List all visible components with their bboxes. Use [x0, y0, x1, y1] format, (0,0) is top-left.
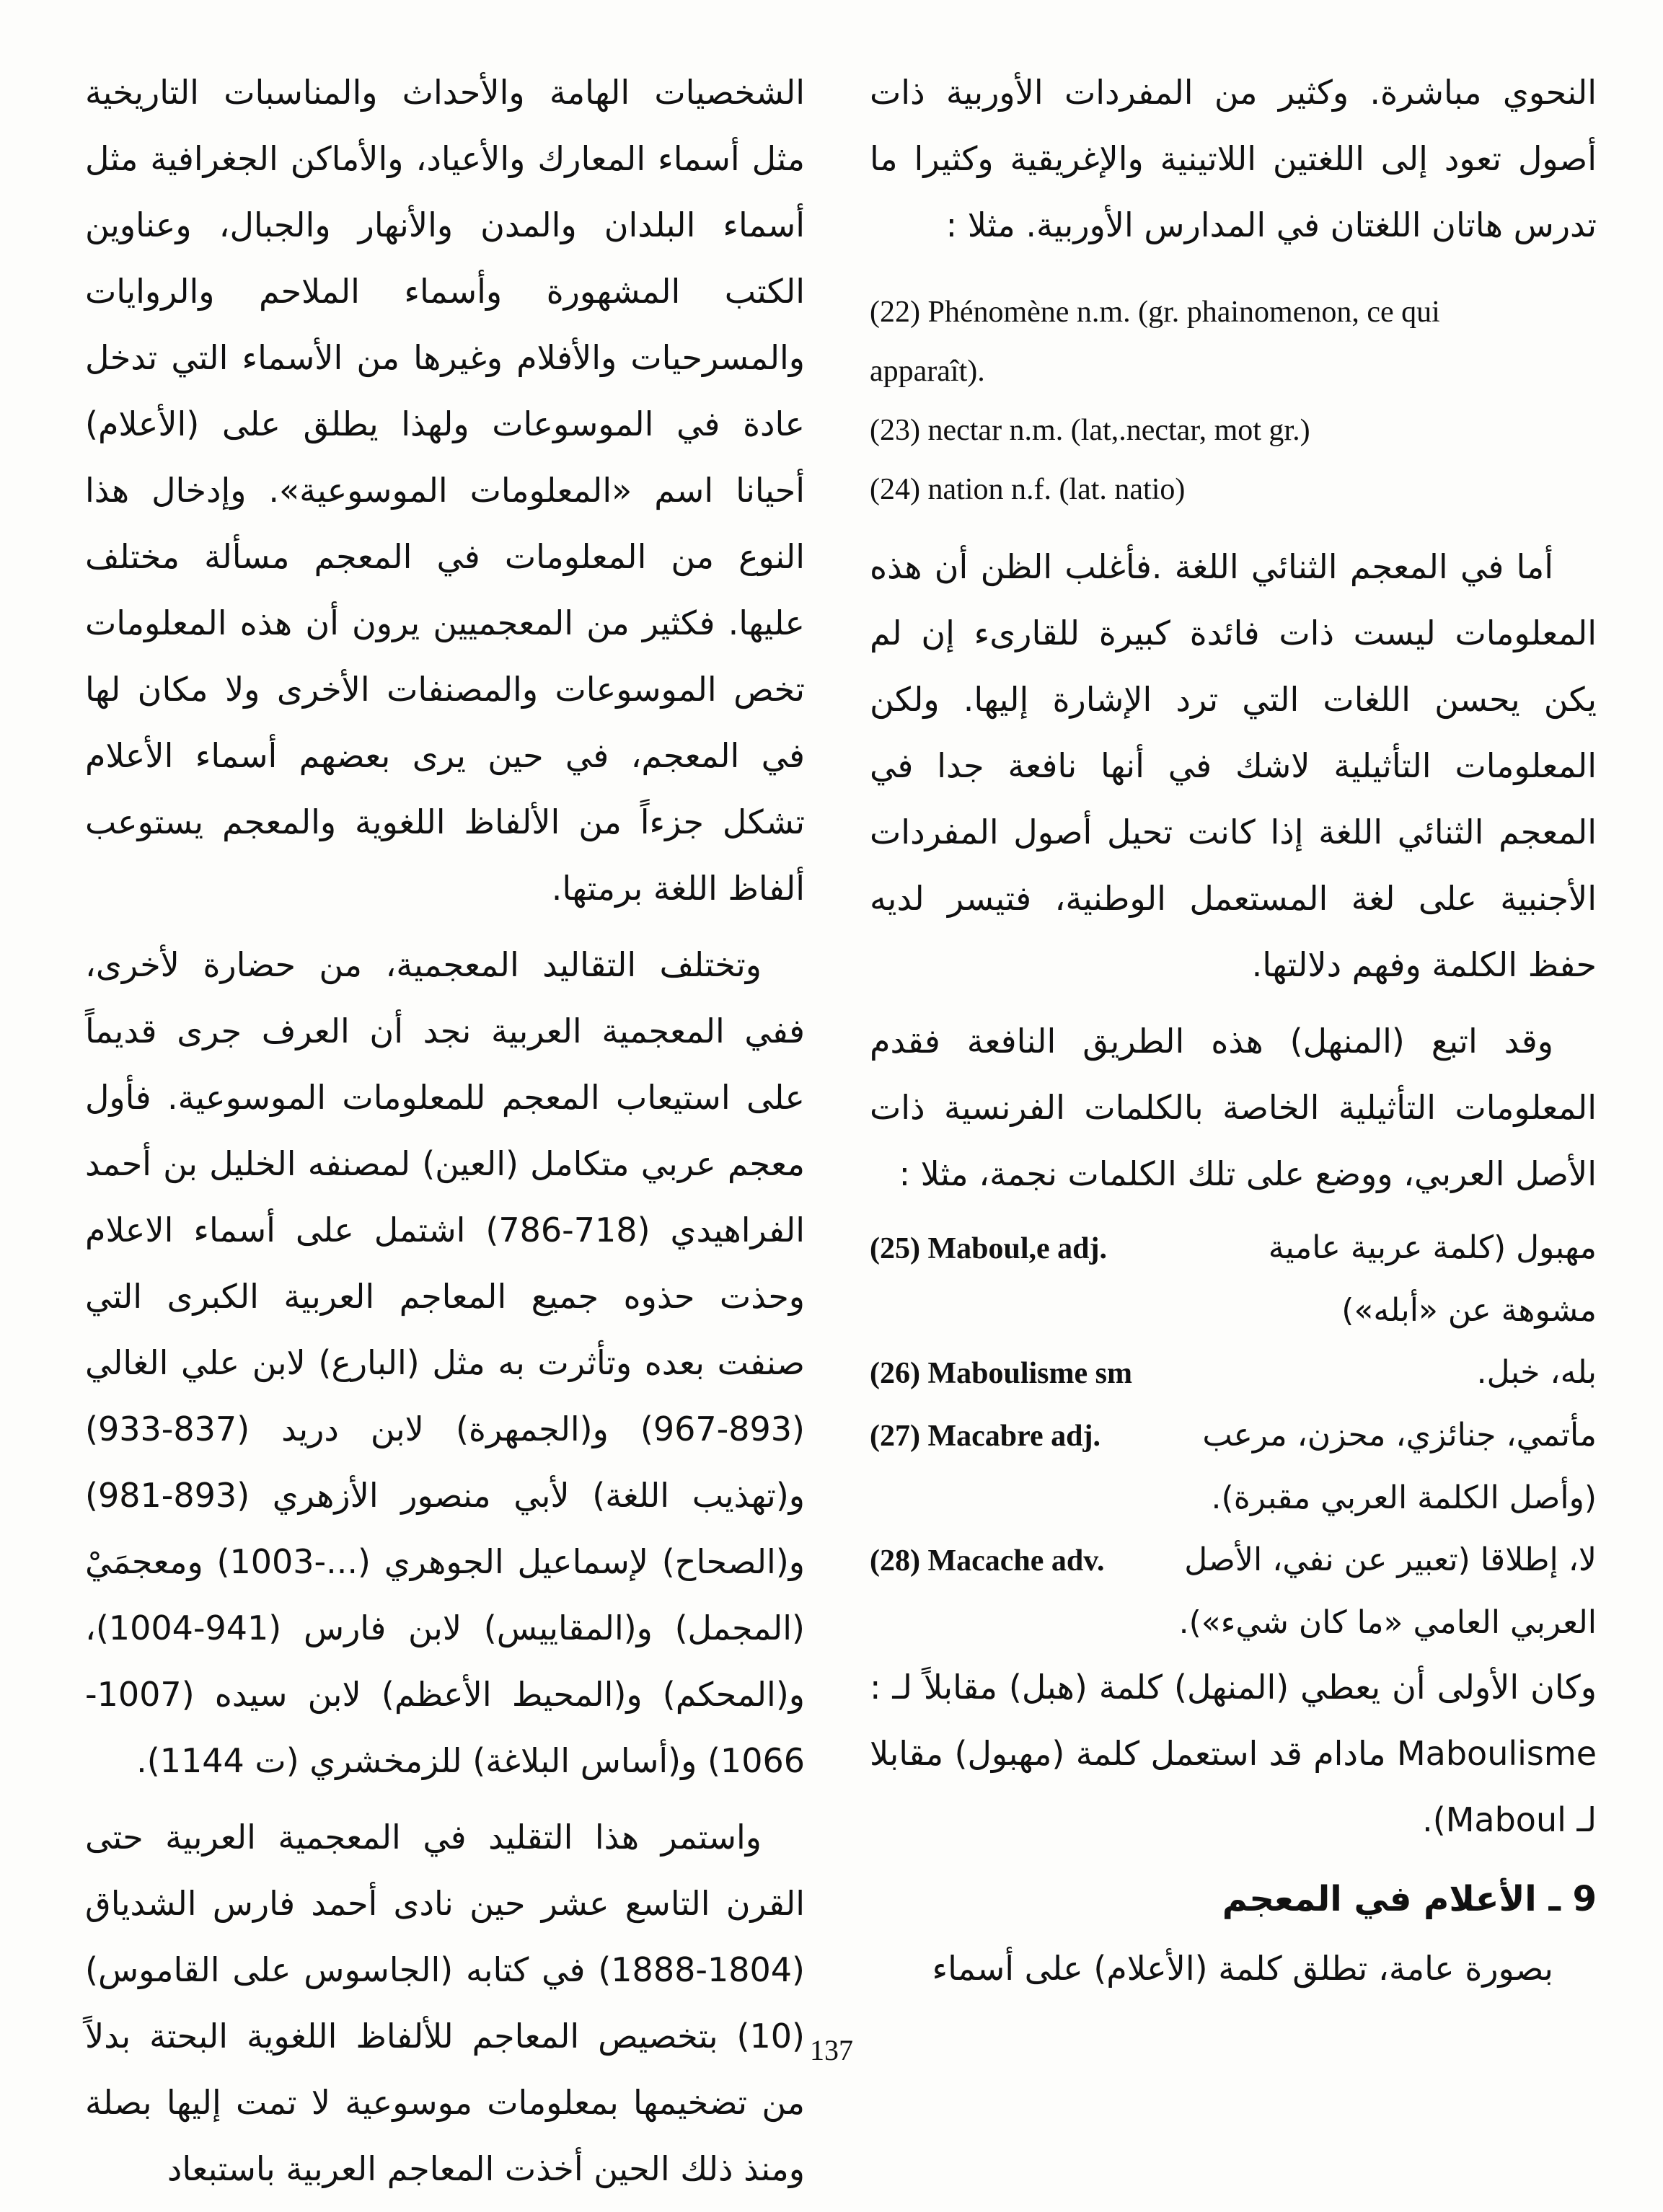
- entry-gloss: بله، خبل.: [1476, 1354, 1597, 1391]
- entry-code: (28) Macache adv.: [870, 1544, 1105, 1578]
- entry-gloss: مأتمي، جنائزي، محزن، مرعب: [1202, 1417, 1597, 1454]
- example-24: (24) nation n.f. (lat. natio): [870, 473, 1186, 506]
- example-22-line-2: apparaît).: [870, 355, 985, 388]
- paragraph: أما في المعجم الثنائي اللغة .فأغلب الظن أن هذه المعلومات ليست ذات فائدة كبيرة للقارىء إن لم يكن يحسن اللغات التي ترد الإشارة إليها. ولكن المعلومات التأثيلية لاشك في أنها نافعة جدا في المعجم الثنائي اللغة إذا كانت تحيل أصول المفردات الأجنبية على لغة المستعمل الوطنية، فتيسر لديه حفظ الكلمة وفهم دلالتها.: [870, 547, 1597, 984]
- example-28: [870, 1529, 1597, 1592]
- paragraph: الشخصيات الهامة والأحداث والمناسبات التاريخية مثل أسماء المعارك والأعياد، والأماكن الجغرافية مثل أسماء البلدان والمدن والأنهار والجبال، وعناوين الكتب المشهورة وأسماء الملاحم والروايات والمسرحيات والأفلام وغيرها من الأسماء التي تدخل عادة في الموسوعات ولهذا يطلق على (الأعلام) أحيانا اسم «المعلومات الموسوعية». وإدخال هذا النوع من المعلومات في المعجم مسألة مختلف عليها. فكثير من المعجميين يرون أن هذه المعلومات تخص الموسوعات والمصنفات الأخرى ولا مكان لها في المعجم، في حين يرى بعضهم أسماء الأعلام تشكل جزءاً من الألفاظ اللغوية والمعجم يستوعب ألفاظ اللغة برمتها.: [85, 73, 805, 908]
- example-26: [870, 1342, 1597, 1404]
- entry-code: (26) Maboulisme sm: [870, 1357, 1132, 1390]
- entry-gloss-continued: العربي العامي «ما كان شيء»).: [1178, 1604, 1597, 1641]
- entry-gloss-continued: مشوهة عن «أبله»): [1341, 1292, 1597, 1329]
- paragraph: بصورة عامة، تطلق كلمة (الأعلام) على أسماء: [932, 1949, 1553, 1988]
- entry-code: (27) Macabre adj.: [870, 1420, 1100, 1453]
- example-27: [870, 1404, 1597, 1467]
- paragraph: واستمر هذا التقليد في المعجمية العربية حتى القرن التاسع عشر حين نادى أحمد فارس الشدياق (1804-1888) في كتابه (الجاسوس على القاموس)(10) بتخصيص المعاجم للألفاظ اللغوية البحتة بدلاً من تضخيمها بمعلومات موسوعية لا تمت إليها بصلة ومنذ ذلك الحين أخذت المعاجم العربية باستبعاد: [85, 1818, 805, 2188]
- section-heading: 9 ـ الأعلام في المعجم: [1222, 1879, 1597, 1919]
- paragraph: وكان الأولى أن يعطي (المنهل) كلمة (هبل) مقابلاً لـ : Maboulisme مادام قد استعمل كلمة (مهبول) مقابلا لـ Maboul).: [870, 1668, 1597, 1839]
- paragraph: النحوي مباشرة. وكثير من المفردات الأوربية ذات أصول تعود إلى اللغتين اللاتينية والإغريقية وكثيرا ما تدرس هاتان اللغتان في المدارس الأوربية. مثلا :: [870, 73, 1597, 244]
- entry-gloss: لا، إطلاقا (تعبير عن نفي، الأصل: [1184, 1541, 1597, 1578]
- paragraph: وتختلف التقاليد المعجمية، من حضارة لأخرى، ففي المعجمية العربية نجد أن العرف جرى قديماً على استيعاب المعجم للمعلومات الموسوعية. فأول معجم عربي متكامل (العين) لمصنفه الخليل بن أحمد الفراهيدي (718-786) اشتمل على أسماء الاعلام وحذت حذوه جميع المعاجم العربية الكبرى التي صنفت بعده وتأثرت به مثل (البارع) لابن علي الغالي (893-967) و(الجمهرة) لابن دريد (837-933) و(تهذيب اللغة) لأبي منصور الأزهري (893-981) و(الصحاح) لإسماعيل الجوهري (...-1003) ومعجمَيْ (المجمل) و(المقاييس) لابن فارس (941-1004)، و(المحكم) و(المحيط الأعظم) لابن سيده (1007-1066) و(أساس البلاغة) للزمخشري (ت 1144).: [85, 945, 805, 1780]
- paragraph: وقد اتبع (المنهل) هذه الطريق النافعة فقدم المعلومات التأثيلية الخاصة بالكلمات الفرنسية ذات الأصل العربي، ووضع على تلك الكلمات نجمة، مثلا :: [870, 1022, 1597, 1193]
- right-column: [870, 59, 1597, 2012]
- example-22-line-1: (22) Phénomène n.m. (gr. phainomenon, ce qui: [870, 296, 1440, 329]
- left-column: [85, 59, 805, 2212]
- entry-gloss: مهبول (كلمة عربية عامية: [1268, 1229, 1597, 1266]
- entry-code: (25) Maboul,e adj.: [870, 1232, 1107, 1265]
- entry-gloss-continued: (وأصل الكلمة العربي مقبرة).: [1211, 1479, 1597, 1516]
- example-25: [870, 1217, 1597, 1280]
- page-number: 137: [810, 2034, 853, 2066]
- example-23: (23) nectar n.m. (lat,.nectar, mot gr.): [870, 414, 1310, 447]
